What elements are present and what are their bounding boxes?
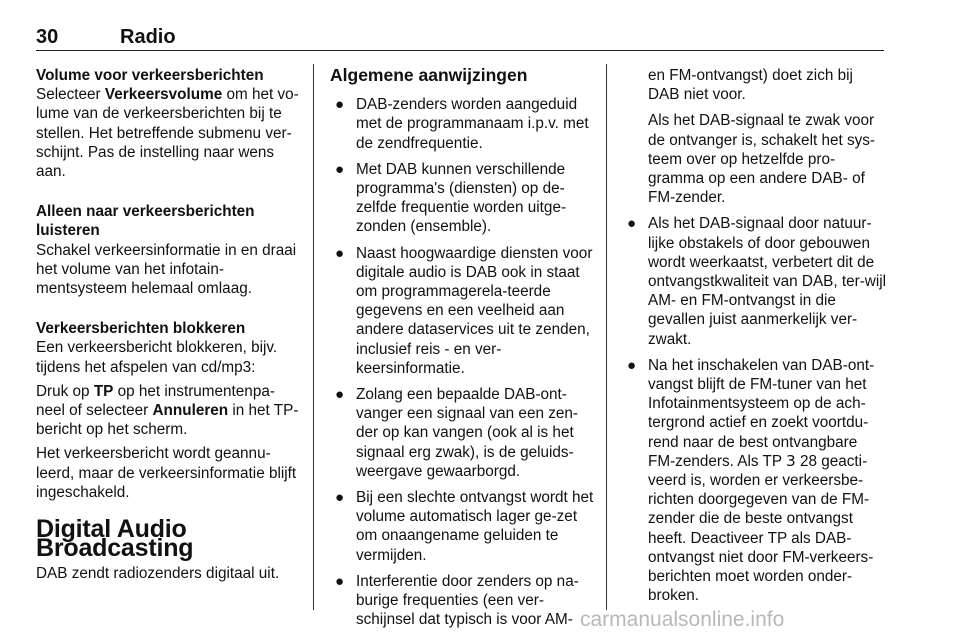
watermark: carmanualsonline.info: [580, 608, 785, 631]
column-divider: [606, 64, 607, 610]
page-header: [36, 22, 884, 51]
paragraph: [36, 382, 300, 440]
page-reference: 28: [795, 452, 818, 470]
button-term: TP: [93, 382, 114, 400]
list-item: ● DAB-zenders worden aangeduid met de programmanaam i.p.v. met de zendfrequentie.: [335, 96, 589, 152]
bullet-icon: ●: [335, 244, 345, 262]
list-item: ● Naast hoogwaardige diensten voor digitale audio is DAB ook in staat om programmagerela-teerde gegevens en een veelheid aan andere dataservices uit te zenden, inclusief reis - en ver-keersinformatie.: [335, 244, 593, 377]
section-heading: Volume voor verkeersberichten: [36, 67, 264, 84]
paragraph: DAB zendt radiozenders digitaal uit.: [36, 565, 280, 583]
paragraph: Het verkeersbericht wordt geannu-leerd, maar de verkeersinformatie blijft ingeschakeld.: [36, 445, 297, 501]
bullet-icon: ●: [335, 96, 345, 114]
paragraph: Schakel verkeersinformatie in en draai het volume van het infotain-mentsysteem helemaal omlaag.: [36, 241, 297, 298]
list-item: ● Zolang een bepaalde DAB-ont-vanger een signaal van een zen-der op kan vangen (ook al is het signaal erg zwak), is de geluids-weergave gewaarborgd.: [335, 386, 578, 480]
text-run: om het vo-lume van de verkeersberichten bij te stellen. Het betreffende submenu ver-schijnt. Pas de instelling naar wens aan.: [36, 86, 299, 181]
text-run: Selecteer: [36, 86, 105, 104]
page-reference-icon: 3: [786, 451, 796, 470]
list-item-continuation: Als het DAB-signaal te zwak voor de ontvanger is, schakelt het sys-teem over op hetzelfde pro-gramma op een andere DAB- of FM-zender.: [648, 112, 876, 207]
bullet-icon: ●: [335, 386, 345, 404]
paragraph: Een verkeersbericht blokkeren, bijv. tijdens het afspelen van cd/mp3:: [36, 339, 278, 376]
menu-term: Annuleren: [152, 402, 229, 420]
running-title: Radio: [120, 26, 176, 48]
bullet-list: [330, 95, 594, 629]
bullet-list: [622, 214, 888, 605]
list-item: ● Bij een slechte ontvangst wordt het volume automatisch lager ge-zet om onaangename geluiden te vermijden.: [335, 489, 594, 564]
menu-term: Verkeersvolume: [104, 86, 223, 104]
bullet-icon: ●: [627, 215, 637, 233]
column-2: [330, 66, 594, 636]
bullet-icon: ●: [335, 489, 345, 507]
section-heading: Alleen naar verkeersberichten luisteren: [36, 203, 255, 240]
column-1: [36, 66, 300, 589]
paragraph: [36, 85, 300, 181]
list-item: ● Interferentie door zenders op na-burige frequenties (een ver-schijnsel dat typisch is voor AM-: [335, 572, 579, 629]
text-run: Druk op: [36, 382, 94, 400]
section-heading: Algemene aanwijzingen: [330, 65, 528, 85]
column-divider: [313, 64, 314, 610]
list-item: ● Na het inschakelen van DAB-ont-vangst blijft de FM-tuner van het Infotainmentsysteem op de ach-tergrond actief en zoekt voortdu-rend naar de best ontvangbare FM-zenders. Als TP 3 28 geacti-veerd is, worden er verkeersbe-richten doorgegeven van de FM-zender die de beste ontvangst heeft. Deactiveer TP als DAB-ontvangst niet door FM-verkeers-berichten moet worden onder-broken.: [627, 356, 875, 605]
bullet-icon: ●: [335, 572, 345, 590]
bullet-icon: ●: [627, 356, 637, 374]
list-item: ● Als het DAB-signaal door natuur-lijke obstakels of door gebouwen wordt weerkaatst, verbetert dit de ontvangstkwaliteit van DAB, ter-wijl AM- en FM-ontvangst in die gevallen juist aanmerkelijk ver-zwakt.: [627, 215, 887, 348]
chapter-heading: Digital Audio Broadcasting: [36, 515, 194, 563]
page-number: 30: [36, 26, 59, 48]
column-3: [622, 66, 888, 612]
list-item-continuation: en FM-ontvangst) doet zich bij DAB niet voor.: [648, 67, 853, 104]
section-heading: Verkeersberichten blokkeren: [36, 320, 246, 338]
text-run: op het instrumentenpa-neel of selecteer: [36, 382, 275, 420]
text-run: in het TP-bericht op het scherm.: [36, 402, 299, 439]
bullet-icon: ●: [335, 160, 345, 178]
list-item: ● Met DAB kunnen verschillende programma's (diensten) op de-zelfde frequentie worden uitge-zonden (ensemble).: [335, 160, 567, 236]
